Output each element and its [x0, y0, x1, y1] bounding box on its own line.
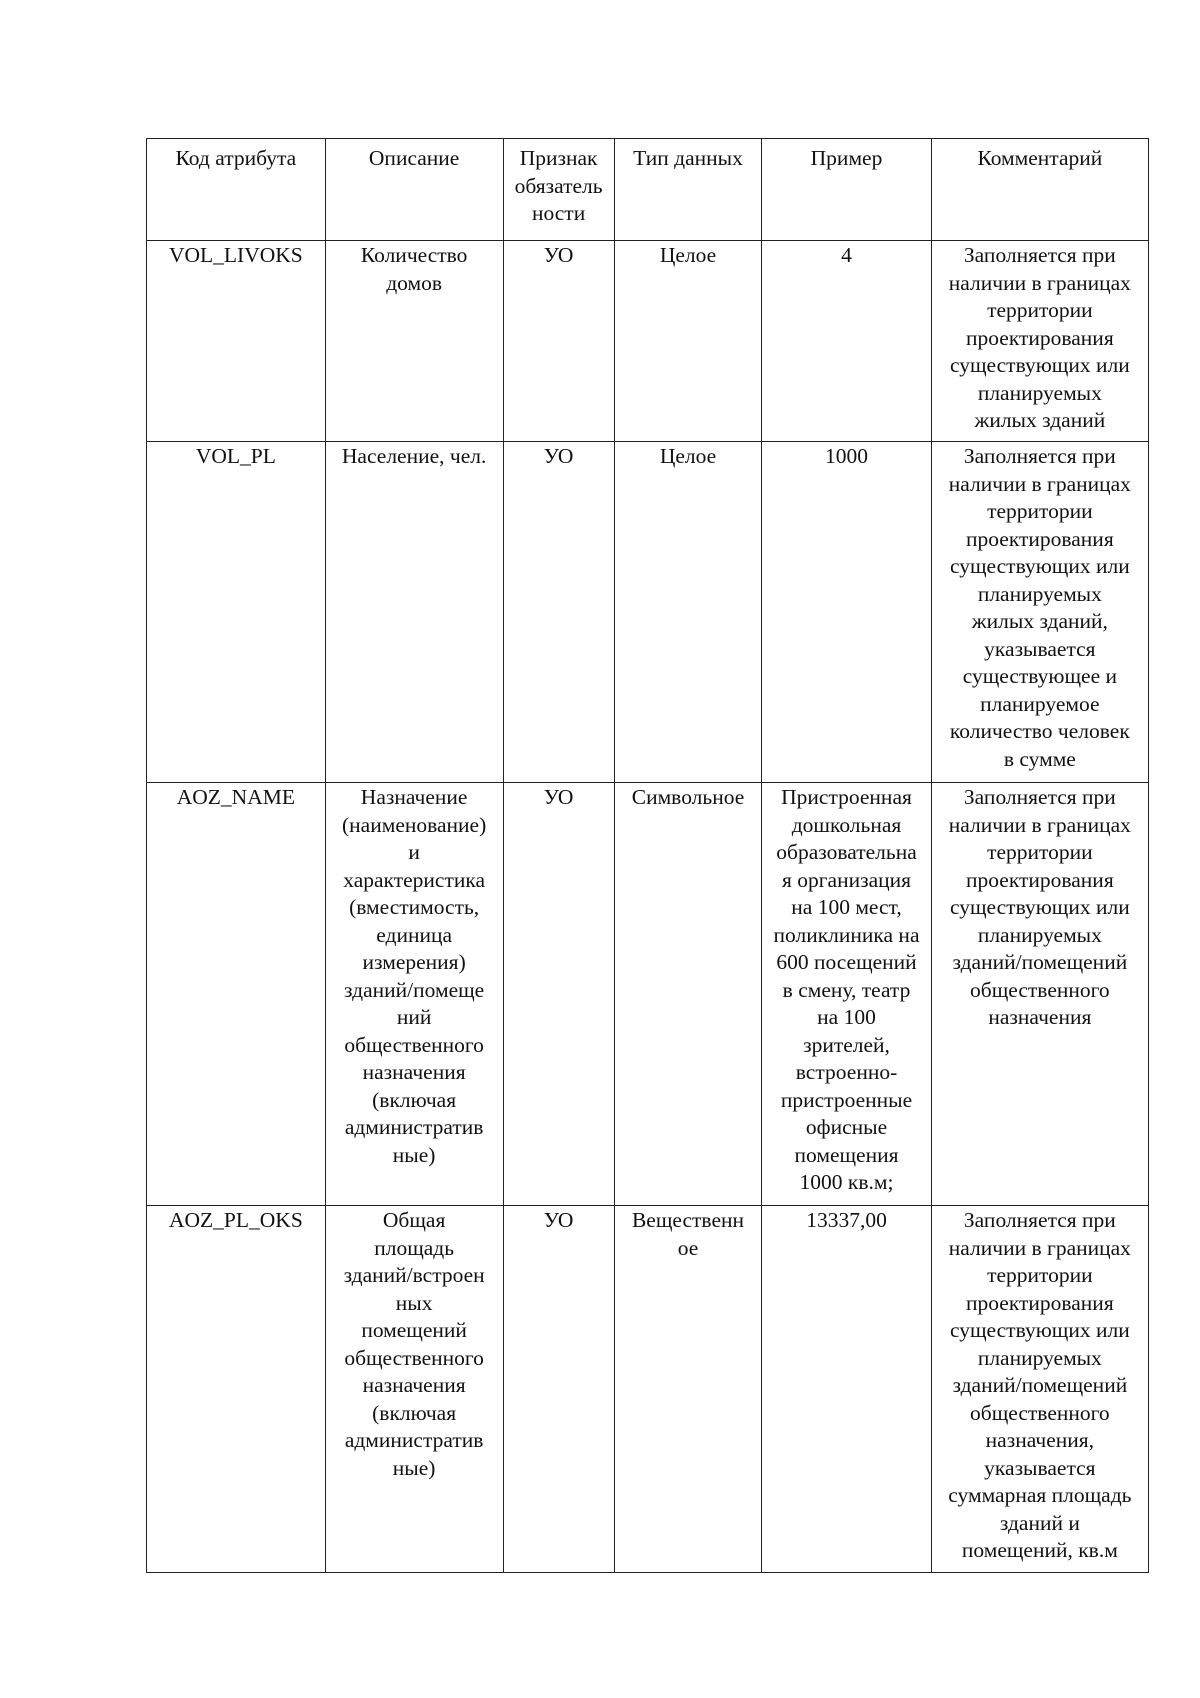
header-cell: Комментарий [931, 139, 1148, 241]
header-cell: Признак обязатель ности [503, 139, 614, 241]
required-cell: УО [503, 241, 614, 442]
required-cell: УО [503, 783, 614, 1206]
table-row [147, 241, 1149, 442]
example-cell: Пристроенная дошкольная образовательна я организация на 100 мест, поликлиника на 600 посещений в смену, театр на 100 зрителей, встроенно- пристроенные офисные помещения 1000 кв.м; [762, 783, 931, 1206]
comment-cell: Заполняется при наличии в границах территории проектирования существующих или планируемых зданий/помещений общественного назначения, указывается суммарная площадь зданий и помещений, кв.м [931, 1206, 1148, 1573]
description-cell: Население, чел. [325, 442, 503, 783]
type-cell: Символьное [614, 783, 762, 1206]
code-cell: VOL_PL [147, 442, 326, 783]
comment-cell: Заполняется при наличии в границах территории проектирования существующих или планируемых жилых зданий, указывается существующее и планируемое количество человек в сумме [931, 442, 1148, 783]
table-header-row [147, 139, 1149, 241]
description-cell: Общая площадь зданий/встроен ных помещений общественного назначения (включая административ ные) [325, 1206, 503, 1573]
type-cell: Целое [614, 442, 762, 783]
comment-cell: Заполняется при наличии в границах территории проектирования существующих или планируемых зданий/помещений общественного назначения [931, 783, 1148, 1206]
table-row [147, 783, 1149, 1206]
comment-cell: Заполняется при наличии в границах территории проектирования существующих или планируемых жилых зданий [931, 241, 1148, 442]
description-cell: Назначение (наименование) и характеристика (вместимость, единица измерения) зданий/помеще ний общественного назначения (включая административ ные) [325, 783, 503, 1206]
code-cell: AOZ_NAME [147, 783, 326, 1206]
example-cell: 1000 [762, 442, 931, 783]
attribute-table [146, 138, 1149, 1573]
header-cell: Описание [325, 139, 503, 241]
description-cell: Количество домов [325, 241, 503, 442]
code-cell: VOL_LIVOKS [147, 241, 326, 442]
header-cell: Код атрибута [147, 139, 326, 241]
header-cell: Тип данных [614, 139, 762, 241]
example-cell: 4 [762, 241, 931, 442]
required-cell: УО [503, 442, 614, 783]
header-cell: Пример [762, 139, 931, 241]
example-cell: 13337,00 [762, 1206, 931, 1573]
table-row [147, 442, 1149, 783]
type-cell: Вещественн ое [614, 1206, 762, 1573]
table-row [147, 1206, 1149, 1573]
type-cell: Целое [614, 241, 762, 442]
required-cell: УО [503, 1206, 614, 1573]
code-cell: AOZ_PL_OKS [147, 1206, 326, 1573]
